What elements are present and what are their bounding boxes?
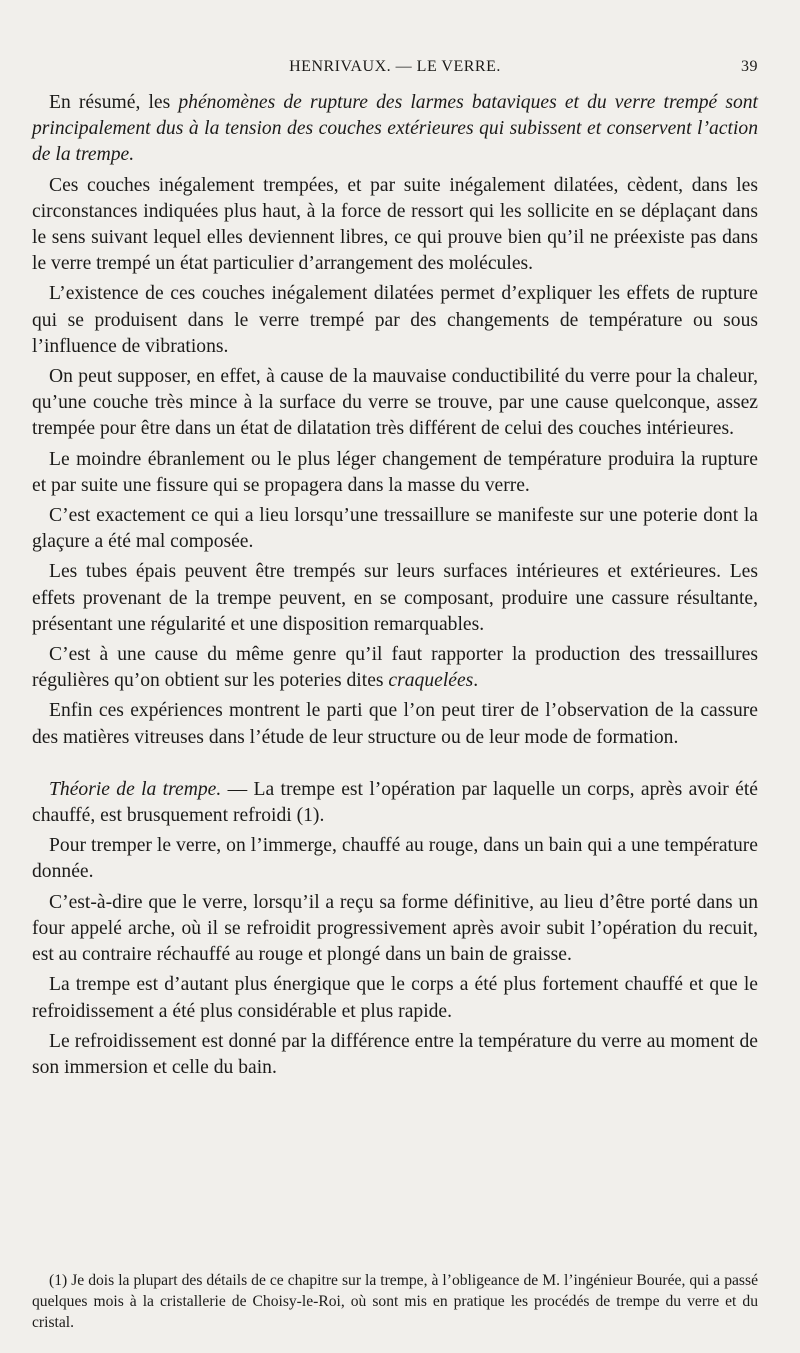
- paragraph-1-italic: phénomènes de rupture des larmes bataviques et du verre trempé sont principalement dus à la tension des couches extérieures qui subissent et conservent l’action de la trempe.: [32, 92, 758, 166]
- paragraph-5: Le moindre ébranlement ou le plus léger changement de température produira la rupture et par suite une fissure qui se propagera dans la masse du verre.: [32, 448, 758, 496]
- paragraph-8: [32, 642, 758, 694]
- paragraph-1-lead: En résumé, les: [49, 92, 179, 113]
- section-lead-text: — La trempe est l’opération par laquelle un corps, après avoir été chauffé, est brusquement refroidi (1).: [32, 778, 758, 827]
- running-header: [32, 58, 758, 82]
- paragraph-13: La trempe est d’autant plus énergique que le corps a été plus fortement chauffé et que le refroidissement a été plus considérable et plus rapide.: [32, 974, 758, 1022]
- paragraph-2: Ces couches inégalement trempées, et par suite inégalement dilatées, cèdent, dans les circonstances indiquées plus haut, à la force de ressort qui les sollicite en se déplaçant dans le sens suivant lequel elles deviennent libres, ce qui prouve bien qu’il ne préexiste pas dans le verre trempé un état particulier d’arrangement des molécules.: [32, 174, 758, 275]
- paragraph-8-lead: C’est à une cause du même genre qu’il faut rapporter la production des tressaillures régulières qu’on obtient sur les poteries dites: [32, 644, 758, 692]
- section-heading: Théorie de la trempe.: [49, 778, 222, 800]
- paragraph-9: Enfin ces expériences montrent le parti que l’on peut tirer de l’observation de la cassure des matières vitreuses dans l’étude de leur structure ou de leur mode de formation.: [32, 700, 758, 748]
- running-title: HENRIVAUX. — LE VERRE.: [289, 58, 501, 75]
- paragraph-1: [32, 90, 758, 169]
- paragraph-11: Pour tremper le verre, on l’immerge, chauffé au rouge, dans un bain qui a une température donnée.: [32, 835, 758, 883]
- page-number: 39: [741, 58, 758, 75]
- section-theorie-de-la-trempe: [32, 777, 758, 829]
- paragraph-8-italic: craquelées: [388, 670, 474, 692]
- paragraph-14: Le refroidissement est donné par la différence entre la température du verre au moment de son immersion et celle du bain.: [32, 1030, 758, 1078]
- footnote-text: (1) Je dois la plupart des détails de ce chapitre sur la trempe, à l’obligeance de M. l’ingénieur Bourée, qui a passé quelques mois à la cristallerie de Choisy-le-Roi, où sont mis en pratique les procédés de trempe du verre et du cristal.: [32, 1272, 758, 1331]
- paragraph-3: L’existence de ces couches inégalement dilatées permet d’expliquer les effets de rupture qui se produisent dans le verre trempé par des changements de température ou sous l’influence de vibrations.: [32, 283, 758, 357]
- paragraph-6: C’est exactement ce qui a lieu lorsqu’une tressaillure se manifeste sur une poterie dont la glaçure a été mal composée.: [32, 505, 758, 553]
- paragraph-8-tail: .: [473, 670, 479, 692]
- paragraph-4: On peut supposer, en effet, à cause de la mauvaise conductibilité du verre pour la chaleur, qu’une couche très mince à la surface du verre se trouve, par une cause quelconque, assez trempée pour être dans un état de dilatation très différent de celui des couches intérieures.: [32, 366, 758, 440]
- paragraph-7: Les tubes épais peuvent être trempés sur leurs surfaces intérieures et extérieures. Les effets provenant de la trempe peuvent, en se composant, produire une cassure résultante, présentant une régularité et une disposition remarquables.: [32, 561, 758, 635]
- footnote: [32, 1270, 758, 1333]
- main-text: [32, 90, 758, 1085]
- paragraph-12: C’est-à-dire que le verre, lorsqu’il a reçu sa forme définitive, au lieu d’être porté dans un four appelé arche, où il se refroidit progressivement après avoir subit l’opération du recuit, est au contraire réchauffé au rouge et plongé dans un bain de graisse.: [32, 891, 758, 966]
